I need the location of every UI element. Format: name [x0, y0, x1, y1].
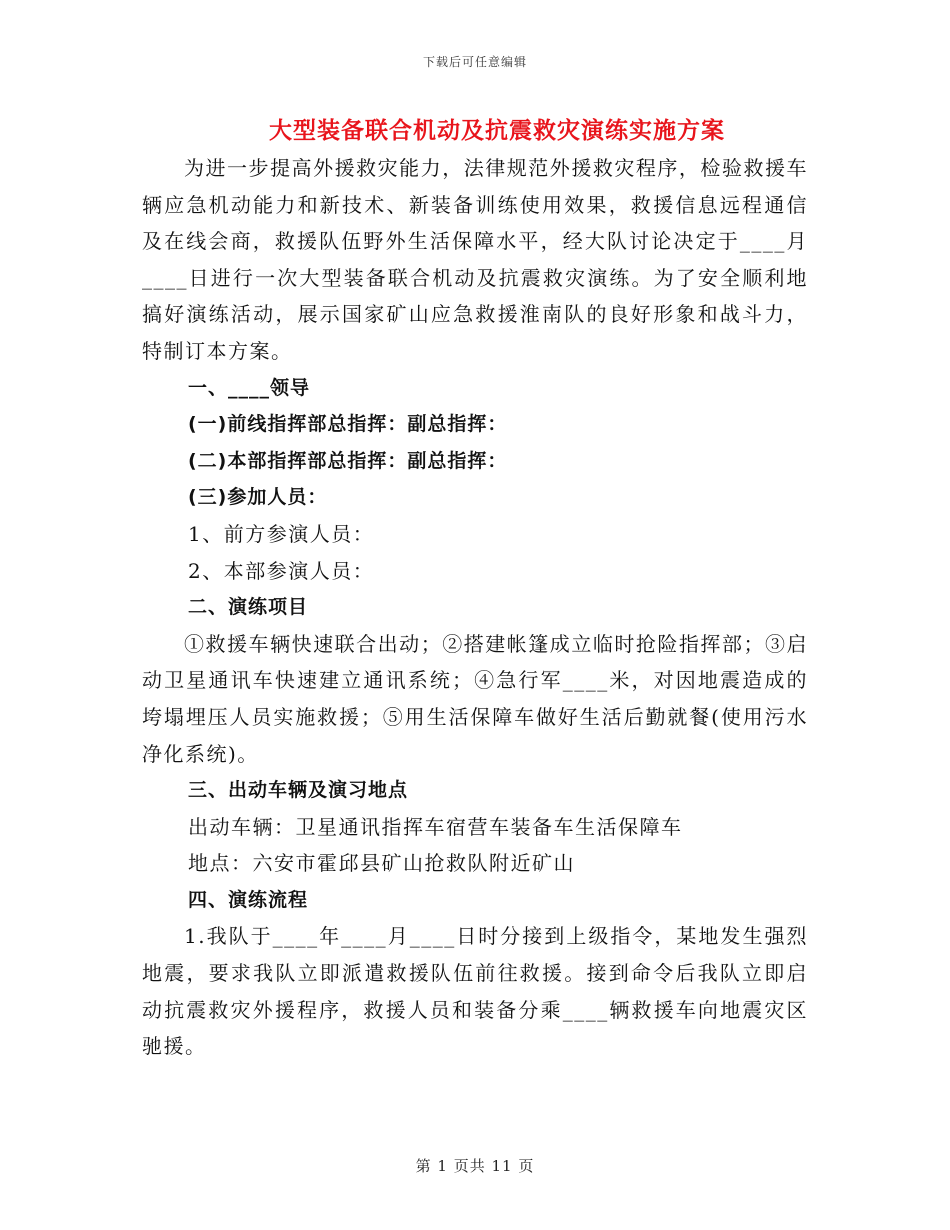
section-1-heading: 一、____领导 — [188, 376, 311, 399]
document-title: 大型装备联合机动及抗震救灾演练实施方案 — [269, 118, 725, 144]
section-3-location: 地点：六安市霍邱县矿山抢救队附近矿山 — [188, 851, 575, 876]
section-1-sub-2: (二)本部指挥部总指挥：副总指挥： — [188, 449, 508, 472]
section-1-sub-3: (三)参加人员： — [188, 486, 328, 509]
section-1-item-1: 1、前方参演人员： — [188, 521, 375, 546]
document-body — [142, 150, 808, 1065]
section-4-body: 1.我队于____年____月____日时分接到上级指令，某地发生强烈地震，要求我队立即派遣救援队伍前往救援。接到命令后我队立即启动抗震救灾外援程序，救援人员和装备分乘____辆救援车向地震灾区驰援。 — [142, 924, 808, 1059]
section-1-item-2: 2、本部参演人员： — [188, 558, 375, 583]
page-footer: 第 1 页共 11 页 — [415, 1157, 535, 1175]
section-2-heading: 二、演练项目 — [188, 596, 309, 619]
intro-paragraph: 为进一步提高外援救灾能力，法律规范外援救灾程序，检验救援车辆应急机动能力和新技术、新装备训练使用效果，救援信息远程通信及在线会商，救援队伍野外生活保障水平，经大队讨论决定于____月____日进行一次大型装备联合机动及抗震救灾演练。为了安全顺利地搞好演练活动，展示国家矿山应急救援淮南队的良好形象和战斗力，特制订本方案。 — [142, 156, 808, 363]
section-4-heading: 四、演练流程 — [188, 888, 309, 911]
header-note: 下载后可任意编辑 — [422, 55, 527, 69]
section-1-sub-1: (一)前线指挥部总指挥：副总指挥： — [188, 413, 508, 436]
section-3-heading: 三、出动车辆及演习地点 — [188, 779, 409, 802]
section-3-vehicles: 出动车辆：卫星通讯指挥车宿营车装备车生活保障车 — [188, 814, 683, 839]
section-2-body: ①救援车辆快速联合出动；②搭建帐篷成立临时抢险指挥部；③启动卫星通讯车快速建立通讯系统；④急行军____米，对因地震造成的垮塌埋压人员实施救援；⑤用生活保障车做好生活后勤就餐(使用污水净化系统)。 — [142, 631, 808, 766]
